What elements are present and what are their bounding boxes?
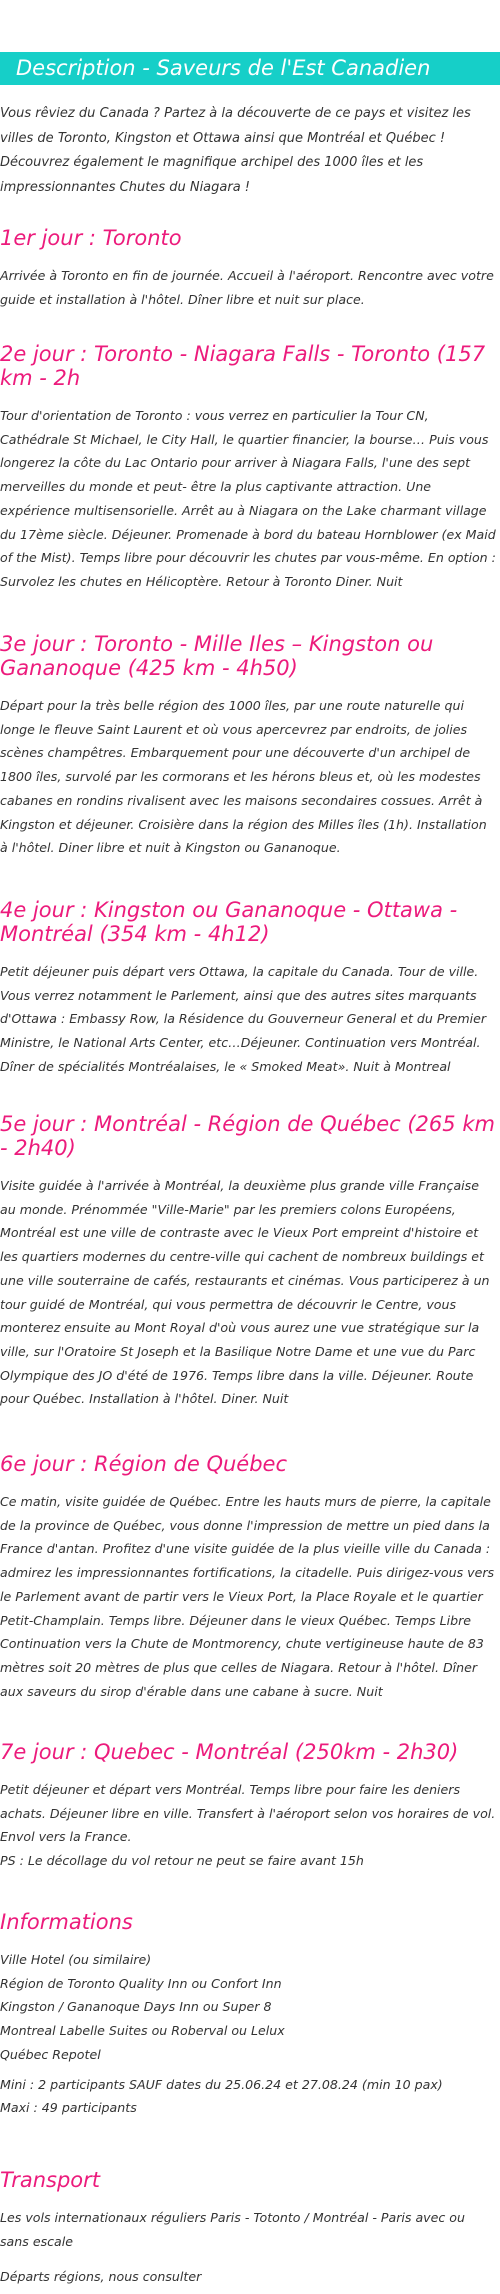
participants-max: Maxi : 49 participants xyxy=(0,2100,137,2116)
day-1-section xyxy=(0,226,496,311)
day-7-text xyxy=(0,1778,496,1873)
transport-title: Transport xyxy=(0,2168,100,2192)
transport-departures: Départs régions, nous consulter xyxy=(0,2269,202,2285)
day-4-title: 4e jour : Kingston ou Gananoque - Ottawa - Montréal (354 km - 4h12) xyxy=(0,898,458,946)
day-6-title: 6e jour : Région de Québec xyxy=(0,1452,287,1476)
day-3-title: 3e jour : Toronto - Mille Iles – Kingston ou Gananoque (425 km - 4h50) xyxy=(0,632,434,680)
hotel-line-2: Région de Toronto Quality Inn ou Confort Inn xyxy=(0,1975,282,1991)
informations-section xyxy=(0,1910,496,2120)
day-6-section xyxy=(0,1452,496,1703)
day-2-text: Tour d'orientation de Toronto : vous verrez en particulier la Tour CN, Cathédrale St Michael, le City Hall, le quartier financier, la bourse… Puis vous longerez la côte du Lac Ontario pour arriver à Niagara Falls, l'une des sept merveilles du monde et peut- être la plus captivante attraction. Une expérience multisensorielle. Arrêt au à Niagara on the Lake charmant village du 17ème siècle. Déjeuner. Promenade à bord du bateau Hornblower (ex Maid of the Mist). Temps libre pour découvrir les chutes par vous-même. En option : Survolez les chutes en Hélicoptère. Retour à Toronto Diner. Nuit xyxy=(0,408,496,589)
day-7-section xyxy=(0,1740,496,1873)
participants-info xyxy=(0,2073,496,2120)
hotel-line-3: Kingston / Gananoque Days Inn ou Super 8 xyxy=(0,1999,272,2015)
day-3-section xyxy=(0,632,496,860)
day-1-title: 1er jour : Toronto xyxy=(0,226,182,250)
intro-text: Vous rêviez du Canada ? Partez à la découverte de ce pays et visitez les villes de Toronto, Kingston et Ottawa ainsi que Montréal et Québec ! Découvrez également le magnifique archipel des 1000 îles et les impressionnantes Chutes du Niagara ! xyxy=(0,106,471,195)
informations-title: Informations xyxy=(0,1910,133,1934)
day-6-text: Ce matin, visite guidée de Québec. Entre les hauts murs de pierre, la capitale de la province de Québec, vous donne l'impression de mettre un pied dans la France d'antan. Profitez d'une visite guidée de la plus vieille ville du Canada : admirez les impressionnantes fortifications, la citadelle. Puis dirigez-vous vers le Parlement avant de partir vers le Vieux Port, la Place Royale et le quartier Petit-Champlain. Temps libre. Déjeuner dans le vieux Québec. Temps Libre Continuation vers la Chute de Montmorency, chute vertigineuse haute de 83 mètres soit 20 mètres de plus que celles de Niagara. Retour à l'hôtel. Dîner aux saveurs du sirop d'érable dans une cabane à sucre. Nuit xyxy=(0,1494,495,1699)
transport-flights: Les vols internationaux réguliers Paris - Totonto / Montréal - Paris avec ou sans escale xyxy=(0,2210,465,2249)
day-5-title: 5e jour : Montréal - Région de Québec (265 km - 2h40) xyxy=(0,1112,495,1160)
day-2-title: 2e jour : Toronto - Niagara Falls - Toronto (157 km - 2h xyxy=(0,342,486,390)
day-3-text: Départ pour la très belle région des 1000 îles, par une route naturelle qui longe le fleuve Saint Laurent et où vous apercevrez par endroits, de jolies scènes champêtres. Embarquement pour une découverte d'un archipel de 1800 îles, survolé par les cormorans et les hérons bleus et, où les modestes cabanes en rondins rivalisent avec les maisons secondaires cossues. Arrêt à Kingston et déjeuner. Croisière dans la région des Milles îles (1h). Installation à l'hôtel. Diner libre et nuit à Kingston ou Gananoque. xyxy=(0,698,487,856)
day-1-text: Arrivée à Toronto en fin de journée. Accueil à l'aéroport. Rencontre avec votre guide et installation à l'hôtel. Dîner libre et nuit sur place. xyxy=(0,268,494,307)
transport-section xyxy=(0,2168,496,2289)
day-4-section xyxy=(0,898,496,1079)
day-5-text: Visite guidée à l'arrivée à Montréal, la deuxième plus grande ville Française au monde. Prénommée "Ville-Marie" par les premiers colons Européens, Montréal est une ville de contraste avec le Vieux Port empreint d'histoire et les quartiers modernes du centre-ville qui cachent de nombreux buildings et une ville souterraine de cafés, restaurants et cinémas. Vous participerez à un tour guidé de Montréal, qui vous permettra de découvrir le Centre, vous monterez ensuite au Mont Royal d'où vous aurez une vue stratégique sur la ville, sur l'Oratoire St Joseph et la Basilique Notre Dame et une vue du Parc Olympique des JO d'été de 1976. Temps libre dans la ville. Déjeuner. Route pour Québec. Installation à l'hôtel. Diner. Nuit xyxy=(0,1178,490,1407)
day-7-line-1: Petit déjeuner et départ vers Montréal. Temps libre pour faire les deniers achats. Déjeuner libre en ville. Transfert à l'aéroport selon vos horaires de vol. xyxy=(0,1782,496,1821)
day-4-text: Petit déjeuner puis départ vers Ottawa, la capitale du Canada. Tour de ville. Vous verrez notamment le Parlement, ainsi que des autres sites marquants d'Ottawa : Embassy Row, la Résidence du Gouverneur General et du Premier Ministre, le National Arts Center, etc…Déjeuner. Continuation vers Montréal. Dîner de spécialités Montréalaises, le « Smoked Meat». Nuit à Montreal xyxy=(0,964,487,1074)
day-2-section xyxy=(0,342,496,594)
hotel-line-4: Montreal Labelle Suites ou Roberval ou Lelux xyxy=(0,2023,285,2039)
day-7-line-2: Envol vers la France. xyxy=(0,1829,132,1845)
day-7-line-3: PS : Le décollage du vol retour ne peut se faire avant 15h xyxy=(0,1853,364,1869)
banner-title: Description - Saveurs de l'Est Canadien xyxy=(16,56,431,80)
day-5-section xyxy=(0,1112,496,1411)
description-banner xyxy=(0,52,500,85)
hotels-list xyxy=(0,1948,496,2067)
hotel-line-1: Ville Hotel (ou similaire) xyxy=(0,1952,152,1967)
hotel-line-5: Québec Repotel xyxy=(0,2046,101,2062)
participants-min: Mini : 2 participants SAUF dates du 25.06.24 et 27.08.24 (min 10 pax) xyxy=(0,2076,443,2092)
day-7-title: 7e jour : Quebec - Montréal (250km - 2h30) xyxy=(0,1740,459,1764)
